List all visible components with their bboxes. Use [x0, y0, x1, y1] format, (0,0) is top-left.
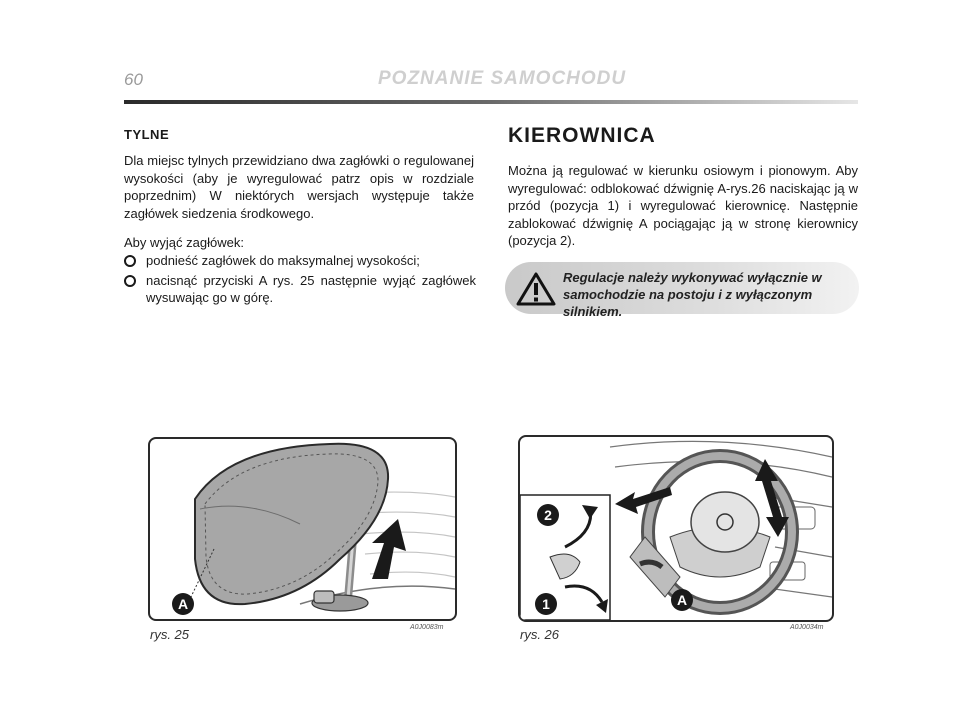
figure-steering-wheel	[518, 435, 834, 622]
label-a: A	[676, 592, 688, 608]
figure-code-26: A0J0034m	[790, 624, 824, 631]
steering-wheel-paragraph: Można ją regulować w kierunku osiowym i pionowym. Aby wyregulować: odblokować dźwignię A-rys.26 naciskając ją w przód (pozycja 1) i wyregulować kierownicę. Następnie zablokować dźwignię A pociągając ją w stronę kierownicy (pozycja 2).	[508, 163, 858, 248]
steering-wheel-illustration	[520, 437, 832, 620]
section-heading-steering-wheel: KIEROWNICA	[508, 124, 656, 147]
removal-steps-list	[124, 252, 476, 309]
list-item	[124, 252, 476, 270]
bullet-circle-icon	[124, 275, 136, 287]
list-item-text: nacisnąć przyciski A rys. 25 następnie wyjąć zagłówek wysuwając go w górę.	[146, 272, 476, 305]
header-rule	[124, 100, 858, 104]
page-number: 60	[124, 70, 143, 89]
list-item	[124, 272, 476, 307]
label-2: 2	[544, 507, 552, 523]
rear-headrest-paragraph: Dla miejsc tylnych przewidziano dwa zagłówki o regulowanej wysokości (aby je wyregulować patrz opis w rozdziale poprzednim) W niektórych wersjach występuje także zagłówek siedzenia środkowego.	[124, 153, 474, 221]
figure-code-25: A0J0083m	[410, 624, 444, 631]
rear-headrest-illustration	[150, 439, 455, 619]
warning-text: Regulacje należy wykonywać wyłącznie w samochodzie na postoju i z wyłączonym silnikiem.	[563, 270, 822, 319]
figure-caption-25: rys. 25	[150, 627, 190, 642]
figure-rear-headrest	[148, 437, 457, 621]
label-a: A	[177, 596, 189, 612]
figure-caption-26: rys. 26	[520, 627, 560, 642]
section-heading-rear: TYLNE	[124, 127, 170, 142]
page-header-title: POZNANIE SAMOCHODU	[378, 68, 627, 89]
bullet-circle-icon	[124, 255, 136, 267]
list-item-text: podnieść zagłówek do maksymalnej wysokości;	[146, 253, 420, 268]
removal-intro: Aby wyjąć zagłówek:	[124, 235, 244, 250]
warning-triangle-icon	[516, 272, 556, 306]
label-1: 1	[542, 596, 550, 612]
